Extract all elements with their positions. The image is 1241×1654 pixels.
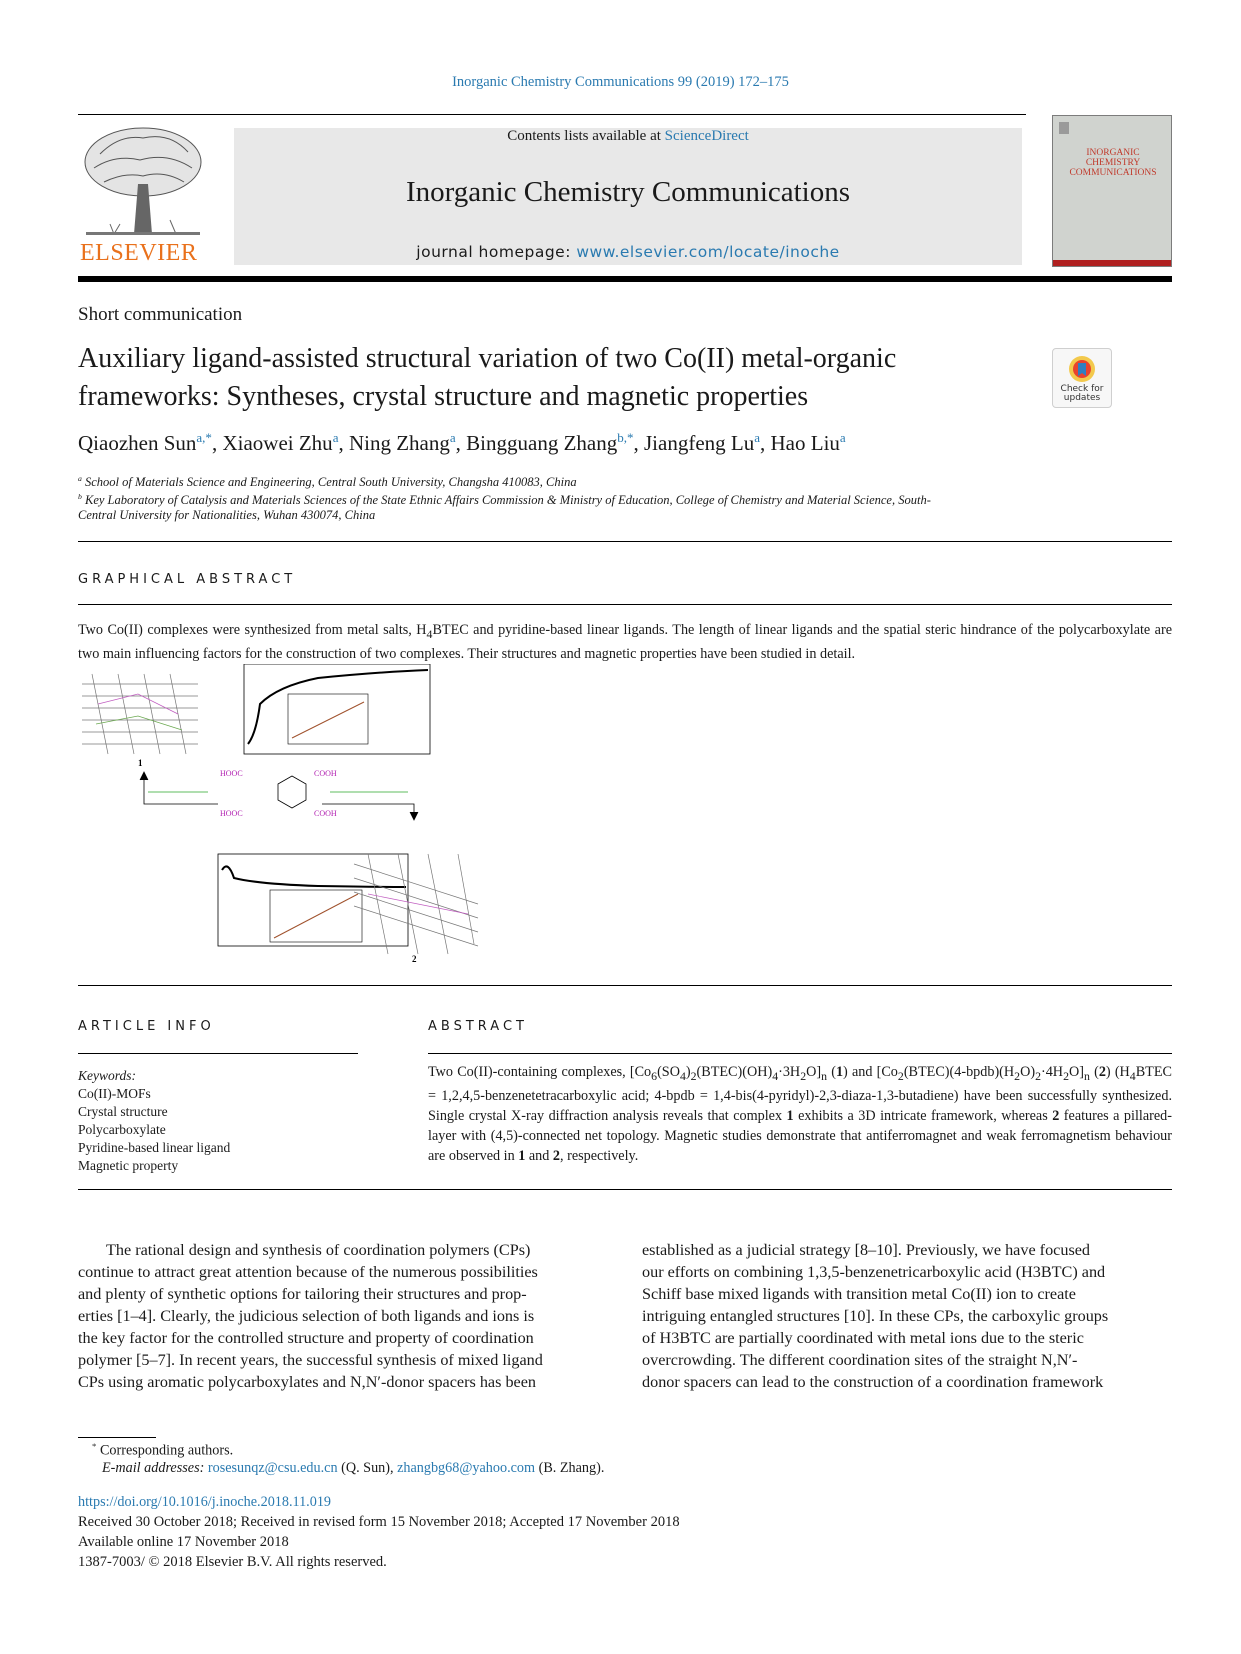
footnote-rule xyxy=(78,1437,156,1438)
author-affiliation-mark[interactable]: a xyxy=(839,430,846,445)
copyright: 1387-7003/ © 2018 Elsevier B.V. All rights reserved. xyxy=(78,1554,387,1570)
abstract-heading: ABSTRACT xyxy=(428,1019,528,1034)
doi-link[interactable]: https://doi.org/10.1016/j.inoche.2018.11.019 xyxy=(78,1494,332,1510)
body-column-left xyxy=(78,1239,608,1393)
body-line: polymer [5–7]. In recent years, the successful synthesis of mixed ligand xyxy=(78,1351,543,1369)
author-affiliation-mark[interactable]: b,* xyxy=(617,430,634,445)
journal-title: Inorganic Chemistry Communications xyxy=(405,176,851,208)
keyword-item: Pyridine-based linear ligand xyxy=(78,1140,231,1155)
cover-bottom-bar xyxy=(1053,260,1171,266)
author-name[interactable]: Qiaozhen Sun xyxy=(78,431,197,455)
abstract-text: Two Co(II)-containing complexes, $[Co_6(SO_4)_2(BTEC)(OH)_4\cdot 3H_2O]_n$ (1) and $[Co_2(BTEC)(4-bpdb)(H_2O)_2\cdot 4H_2O]_n$ (2) ($H_4BTEC$ = 1,2,4,5-benzenetetracarboxylic acid; 4-bpdb = 1,4-bis(4-pyridyl)-2,3-diaza-1,3-butadiene) have been successfully synthesized. Single crystal X-ray diffraction analysis reveals that complex 1 exhibits a 3D intricate framework, whereas 2 features a pillared-layer with (4,5)-connected net topology. Magnetic studies demonstrate that antiferromagnet and weak ferromagnetism behaviour are observed in 1 and 2, respectively. xyxy=(428,1064,1172,1164)
cover-title: INORGANIC CHEMISTRY COMMUNICATIONS xyxy=(1069,148,1157,178)
body-line: overcrowding. The different coordination sites of the straight N,N′- xyxy=(642,1351,1078,1369)
check-for-updates-button[interactable] xyxy=(1052,348,1112,408)
compound-label-2: 2 xyxy=(412,954,417,964)
magnetic-plot-1 xyxy=(244,664,430,754)
body-line: our efforts on combining 1,3,5-benzenetricarboxylic acid (H3BTC) and xyxy=(642,1263,1106,1281)
abstract-rule xyxy=(428,1053,1172,1054)
body-line: Schiff base mixed ligands with transition metal Co(II) ion to create xyxy=(642,1285,1076,1303)
body-line: and plenty of synthetic options for tailoring their structures and prop- xyxy=(78,1285,527,1303)
journal-cover-thumbnail[interactable] xyxy=(1052,115,1172,267)
article-type: Short communication xyxy=(78,304,243,325)
sciencedirect-link[interactable]: ScienceDirect xyxy=(664,128,749,144)
keyword-item: Crystal structure xyxy=(78,1104,168,1119)
graphical-abstract-figure xyxy=(78,664,498,964)
body-line: the key factor for the controlled structure and property of coordination xyxy=(78,1329,534,1347)
body-line: intriguing entangled structures [10]. In these CPs, the carboxylic groups xyxy=(642,1307,1109,1325)
body-column-right xyxy=(642,1239,1172,1393)
article-info-rule xyxy=(78,1053,358,1054)
elsevier-wordmark: ELSEVIER xyxy=(80,240,198,266)
contents-prefix: Contents lists available at xyxy=(507,128,665,144)
author-affiliation-mark[interactable]: a xyxy=(449,430,456,445)
contents-line xyxy=(234,128,1022,145)
cooh-label-top: COOH xyxy=(314,769,337,778)
divider xyxy=(78,604,1172,605)
corresponding-authors-note: * Corresponding authors. xyxy=(92,1441,234,1459)
graphical-abstract-heading: GRAPHICAL ABSTRACT xyxy=(78,572,297,587)
body-line: donor spacers can lead to the construction of a coordination framework xyxy=(642,1373,1104,1391)
check-for-updates-icon xyxy=(1067,354,1097,384)
available-online: Available online 17 November 2018 xyxy=(78,1534,289,1550)
body-line: CPs using aromatic polycarboxylates and N,N′-donor spacers has been xyxy=(78,1373,537,1391)
homepage-prefix: journal homepage: xyxy=(416,243,577,261)
ligand-scheme xyxy=(140,772,418,820)
article-title: Auxiliary ligand-assisted structural variation of two Co(II) metal-organic frameworks: Syntheses, crystal structure and magnetic properties xyxy=(78,343,897,412)
author-list: Qiaozhen Sun$^{a,*}$, Xiaowei Zhu$^a$, Ning Zhang$^a$, Bingguang Zhang$^{b,*}$, Jiangfeng Lu$^a$, Hao Liu$^a$ xyxy=(78,430,846,455)
compound-label-1: 1 xyxy=(138,758,143,768)
hooc-label-top: HOOC xyxy=(220,769,243,778)
keyword-item: Polycarboxylate xyxy=(78,1122,166,1137)
check-for-updates-label: Check for updates xyxy=(1060,384,1104,403)
divider xyxy=(78,541,1172,542)
cooh-label-bottom: COOH xyxy=(314,809,337,818)
crystal-structure-1-image xyxy=(82,674,198,754)
author-name[interactable]: Jiangfeng Lu xyxy=(644,431,755,455)
author-affiliation-mark[interactable]: a xyxy=(332,430,339,445)
body-line: The rational design and synthesis of coordination polymers (CPs) xyxy=(106,1241,531,1259)
header-rule xyxy=(78,114,1026,115)
graphical-abstract-text: Two Co(II) complexes were synthesized from metal salts, $H_4BTEC$ and pyridine-based linear ligands. The length of linear ligands and the spatial steric hindrance of the polycarboxylate are two main influencing factors for the construction of two complexes. Their structures and magnetic properties have been studied in detail. xyxy=(78,622,1172,662)
author-name[interactable]: Bingguang Zhang xyxy=(466,431,618,455)
cover-logo-icon xyxy=(1059,122,1069,134)
body-line: continue to attract great attention because of the numerous possibilities xyxy=(78,1263,538,1281)
affiliation-b: $^b$ Key Laboratory of Catalysis and Materials Sciences of the State Ethnic Affairs Commission & Ministry of Education, College of Chemistry and Material Science, South- xyxy=(78,492,931,508)
journal-citation[interactable]: Inorganic Chemistry Communications 99 (2019) 172–175 xyxy=(452,74,789,90)
received-dates: Received 30 October 2018; Received in revised form 15 November 2018; Accepted 17 November 2018 xyxy=(78,1514,680,1530)
author-affiliation-mark[interactable]: a,* xyxy=(196,430,212,445)
body-line: of H3BTC are partially coordinated with metal ions due to the steric xyxy=(642,1329,1084,1347)
keyword-item: Magnetic property xyxy=(78,1158,179,1173)
keyword-item: Co(II)-MOFs xyxy=(78,1086,151,1101)
author-name[interactable]: Hao Liu xyxy=(770,431,840,455)
email-link[interactable]: zhangbg68@yahoo.com xyxy=(397,1460,536,1476)
article-info-heading: ARTICLE INFO xyxy=(78,1019,215,1034)
hooc-label-bottom: HOOC xyxy=(220,809,243,818)
divider xyxy=(78,985,1172,986)
email-addresses: E-mail addresses: rosesunqz@csu.edu.cn (Q. Sun), zhangbg68@yahoo.com (B. Zhang). xyxy=(102,1460,605,1476)
homepage-line xyxy=(234,243,1022,261)
email-link[interactable]: rosesunqz@csu.edu.cn xyxy=(207,1460,338,1476)
divider xyxy=(78,1189,1172,1190)
affiliation-a: $^a$ School of Materials Science and Engineering, Central South University, Changsha 410083, China xyxy=(78,474,577,490)
author-name[interactable]: Xiaowei Zhu xyxy=(222,431,333,455)
body-line: erties [1–4]. Clearly, the judicious selection of both ligands and ions is xyxy=(78,1307,535,1325)
homepage-link[interactable]: www.elsevier.com/locate/inoche xyxy=(576,243,840,261)
author-affiliation-mark[interactable]: a xyxy=(754,430,761,445)
affiliation-b-continued: Central University for Nationalities, Wuhan 430074, China xyxy=(78,508,376,522)
author-name[interactable]: Ning Zhang xyxy=(348,431,450,455)
body-line: established as a judicial strategy [8–10]. Previously, we have focused xyxy=(642,1241,1091,1259)
elsevier-tree-logo xyxy=(80,124,206,238)
keywords-label: Keywords: xyxy=(78,1068,136,1083)
masthead-thick-rule xyxy=(78,276,1172,282)
